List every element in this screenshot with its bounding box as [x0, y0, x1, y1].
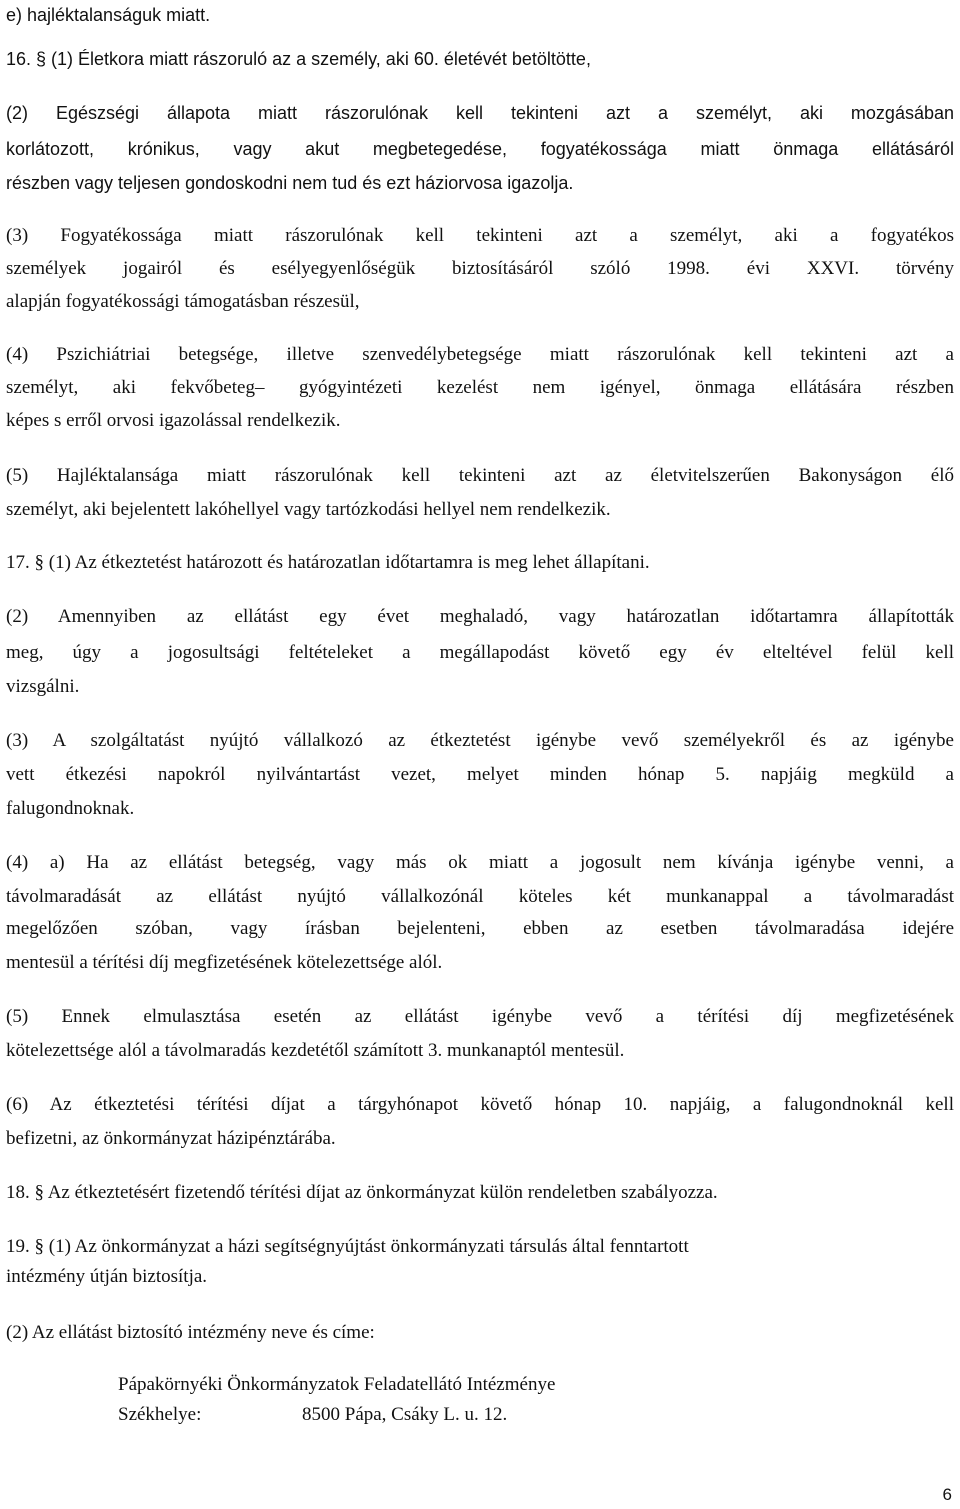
text-line: (6) Az étkeztetési térítési díjat a tárgyhónapot követő hónap 10. napjáig, a falugondnoknál kell — [6, 1094, 954, 1115]
text-line: falugondnoknak. — [6, 798, 135, 819]
text-line: személyt, aki bejelentett lakóhellyel vagy tartózkodási hellyel nem rendelkezik. — [6, 499, 611, 520]
section-19-heading: 19. § (1) Az önkormányzat a házi segítségnyújtást önkormányzati társulás által fenntartott — [6, 1236, 689, 1257]
text-line: vett étkezési napokról nyilvántartást vezet, melyet minden hónap 5. napjáig megküld a — [6, 764, 954, 785]
text-line: személyek jogairól és esélyegyenlőségük biztosításáról szóló 1998. évi XXVI. törvény — [6, 258, 954, 279]
text-line: (3) Fogyatékossága miatt rászorulónak kell tekinteni azt a személyt, aki a fogyatékos — [6, 225, 954, 246]
text-line: (2) Az ellátást biztosító intézmény neve és címe: — [6, 1322, 375, 1343]
text-line: vizsgálni. — [6, 676, 80, 697]
text-line: részben vagy teljesen gondoskodni nem tud és ezt háziorvosa igazolja. — [6, 173, 574, 193]
text-line: korlátozott, krónikus, vagy akut megbetegedése, fogyatékossága miatt önmaga ellátásáról — [6, 139, 954, 159]
text-line: (3) A szolgáltatást nyújtó vállalkozó az étkeztetést igénybe vevő személyekről és az igénybe — [6, 730, 954, 751]
text-line: (2) Egészségi állapota miatt rászorulónak kell tekinteni azt a személyt, aki mozgásában — [6, 103, 954, 123]
institution-name: Pápakörnyéki Önkormányzatok Feladatellátó Intézménye — [118, 1374, 556, 1395]
text-line: alapján fogyatékossági támogatásban részesül, — [6, 291, 360, 312]
section-17-heading: 17. § (1) Az étkeztetést határozott és határozatlan időtartamra is meg lehet állapítani. — [6, 552, 650, 573]
text-line: mentesül a térítési díj megfizetésének kötelezettsége alól. — [6, 952, 443, 973]
section-18-heading: 18. § Az étkeztetésért fizetendő térítési díjat az önkormányzat külön rendeletben szabályozza. — [6, 1182, 718, 1203]
text-line: kötelezettsége alól a távolmaradás kezdetétől számított 3. munkanaptól mentesül. — [6, 1040, 625, 1061]
text-line: személyt, aki fekvőbeteg– gyógyintézeti kezelést nem igényel, önmaga ellátására részben — [6, 377, 954, 398]
text-line: (4) a) Ha az ellátást betegség, vagy más ok miatt a jogosult nem kívánja igénybe venni, a — [6, 852, 954, 873]
text-line: befizetni, az önkormányzat házipénztárába. — [6, 1128, 336, 1149]
text-line: intézmény útján biztosítja. — [6, 1266, 208, 1287]
text-line: (5) Hajléktalansága miatt rászorulónak kell tekinteni azt az életvitelszerűen Bakonyságon élő — [6, 465, 954, 486]
text-line: távolmaradását az ellátást nyújtó vállalkozónál köteles két munkanappal a távolmaradást — [6, 886, 954, 907]
section-16-heading: 16. § (1) Életkora miatt rászoruló az a személy, aki 60. életévét betöltötte, — [6, 49, 591, 69]
text-line: (4) Pszichiátriai betegsége, illetve szenvedélybetegsége miatt rászorulónak kell tekinteni azt a — [6, 344, 954, 365]
seat-address: 8500 Pápa, Csáky L. u. 12. — [302, 1404, 508, 1425]
text-line: meg, úgy a jogosultsági feltételeket a megállapodást követő egy év elteltével felül kell — [6, 642, 954, 663]
text-line: képes s erről orvosi igazolással rendelkezik. — [6, 410, 341, 431]
seat-label: Székhelye: — [118, 1404, 202, 1425]
text-line: megelőzően szóban, vagy írásban bejelenteni, ebben az esetben távolmaradása idejére — [6, 918, 954, 939]
text-line: (2) Amennyiben az ellátást egy évet meghaladó, vagy határozatlan időtartamra állapították — [6, 606, 954, 627]
text-line: (5) Ennek elmulasztása esetén az ellátást igénybe vevő a térítési díj megfizetésének — [6, 1006, 954, 1027]
page-number: 6 — [942, 1485, 952, 1504]
text-line: e) hajléktalanságuk miatt. — [6, 5, 211, 25]
